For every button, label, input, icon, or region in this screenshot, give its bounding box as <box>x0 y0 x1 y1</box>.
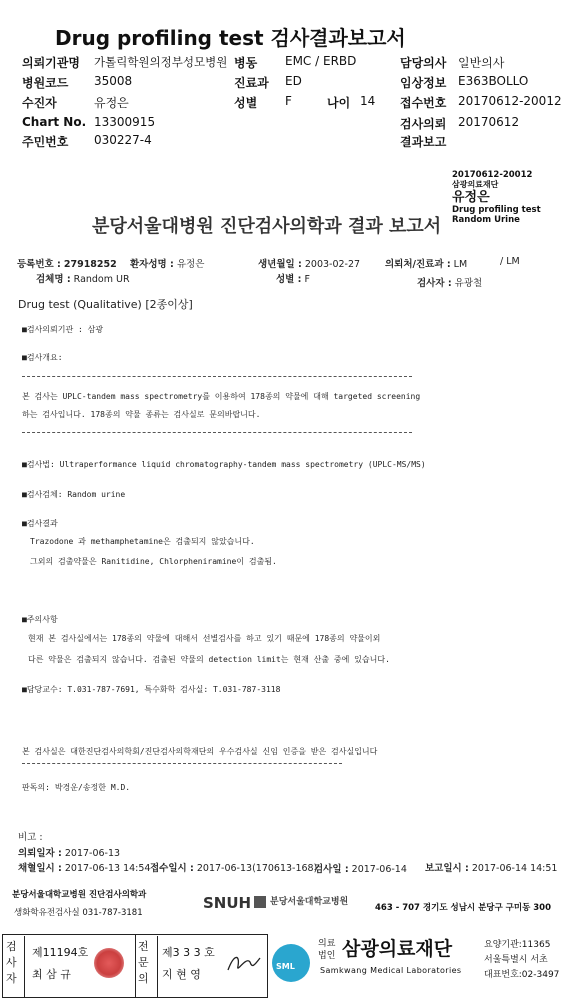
issuing-lab-phone: 생화학유전검사실 031-787-3181 <box>14 908 143 918</box>
snuh-emblem-icon <box>254 896 266 908</box>
section-specimen: ■검사검체: Random urine <box>22 490 126 499</box>
snuh-name: 분당서울대학교병원 <box>270 897 349 907</box>
brand-phone: 대표번호:02-3497 <box>484 970 560 980</box>
value-ordering-institution: 가톨릭학원의정부성모병원 <box>94 55 228 69</box>
label-examiner: 검사자 : <box>417 278 452 289</box>
sticker-test-name: Drug profiling test <box>452 205 541 215</box>
label-age: 나이 <box>327 96 351 110</box>
label-doctor: 담당의사 <box>400 56 447 70</box>
divider <box>22 763 342 764</box>
value-referring-dept-2: / LM <box>500 256 520 267</box>
brand-corp-type <box>318 938 335 962</box>
sticker-lab-name: 삼광의료재단 <box>452 180 499 189</box>
label-patient: 수진자 <box>22 96 57 110</box>
section-ordering-institution: ■검사의뢰기관 : 삼광 <box>22 325 104 334</box>
issuing-department: 분당서울대학교병원 진단검사의학과 <box>12 890 147 900</box>
label-receipt-number: 접수번호 <box>400 96 447 110</box>
value-referring-dept: LM <box>453 259 468 270</box>
brand-sub-1: 의료 <box>318 939 336 949</box>
sticker-receipt-no: 20170612-20012 <box>452 170 533 180</box>
label-registration-no: 등록번호 : <box>17 259 61 270</box>
box-divider <box>24 936 25 998</box>
certification-text: 본 검사실은 대한진단검사의학회/진단검사의학재단의 우수검사실 신임 인증을 받은 검사실입니다 <box>22 747 378 756</box>
hospital-address: 463 - 707 경기도 성남시 분당구 구미동 300 <box>375 903 552 913</box>
specimen-label-sticker <box>452 170 541 225</box>
doc-title: Drug profiling test 검사결과보고서 <box>55 26 406 50</box>
value-specimen: Random UR <box>73 274 130 285</box>
label-report-time: 보고일시 : <box>425 863 469 874</box>
label-request-date: 의뢰일자 : <box>18 848 62 859</box>
value-registration-no: 27918252 <box>63 259 117 270</box>
brand-address: 서울특별시 서초 <box>484 955 548 965</box>
caution-line-2: 다른 약물은 검출되지 않습니다. 검출된 약물의 detection limit는 현재 산출 중에 있습니다. <box>28 655 390 664</box>
label-specimen: 검체명 : <box>36 274 71 285</box>
brand-sub-2: 법인 <box>318 951 336 961</box>
label-birthdate: 생년월일 : <box>258 259 302 270</box>
label-collection-time: 채혈일시 : <box>18 863 62 874</box>
test-name: Drug test (Qualitative) [2종이상] <box>18 298 193 311</box>
brand-english: Samkwang Medical Laboratories <box>320 966 462 975</box>
value-hospital-code: 35008 <box>94 74 133 88</box>
specialist-name: 지 현 영 <box>162 968 201 981</box>
reading-physician: 판독의: 박경운/송정한 M.D. <box>22 783 131 792</box>
value-report-time: 2017-06-14 14:51 <box>471 863 558 874</box>
section-overview: ■검사개요: <box>22 353 63 362</box>
section-contact: ■담당교수: T.031-787-7691, 특수화학 검사실: T.031-787-3118 <box>22 685 281 694</box>
label-clinical-info: 임상정보 <box>400 76 447 90</box>
specialist-signature-icon <box>224 948 264 978</box>
examiner-license-no: 제11194호 <box>32 946 89 959</box>
section-method: ■검사법: Ultraperformance liquid chromatography-tandem mass spectrometry (UPLC-MS/MS) <box>22 460 426 469</box>
sml-logo-text: SML <box>276 962 295 971</box>
value-request-date: 2017-06-13 <box>64 848 121 859</box>
value-birthdate: 2003-02-27 <box>304 259 361 270</box>
section-results: ■검사결과 <box>22 519 58 528</box>
signature-divider <box>135 934 136 998</box>
value-collection-time: 2017-06-13 14:54 <box>64 863 151 874</box>
label-receipt-time: 접수일시 : <box>150 863 194 874</box>
box-divider <box>157 936 158 998</box>
label-referring-dept: 의뢰처/진료과 : <box>385 259 451 270</box>
value-patient: 유정은 <box>94 96 129 110</box>
overview-line-2: 하는 검사입니다. 178종의 약물 종류는 검사실로 문의바랍니다. <box>22 410 261 419</box>
value-sex: F <box>285 94 292 108</box>
section-caution: ■주의사항 <box>22 615 58 624</box>
value-receipt-number: 20170612-20012 <box>458 94 562 108</box>
specialist-box-label: 전문의 <box>138 940 149 985</box>
label-chart-no: Chart No. <box>22 115 87 129</box>
sticker-specimen: Random Urine <box>452 215 520 225</box>
value-department: ED <box>285 74 302 88</box>
report-title: 분당서울대병원 진단검사의학과 결과 보고서 <box>92 216 442 237</box>
results-line-2: 그외의 검출약물은 Ranitidine, Chlorpheniramine이 검출됨. <box>30 557 277 566</box>
label-result-report: 결과보고 <box>400 135 447 149</box>
value-examiner: 유광철 <box>454 278 483 289</box>
value-clinical-info: E363BOLLO <box>458 74 529 88</box>
value-ward: EMC / ERBD <box>285 54 357 68</box>
divider <box>22 376 412 377</box>
value-patient-name: 유정은 <box>176 259 205 270</box>
brand-name: 삼광의료재단 <box>342 938 453 960</box>
remark-label: 비고 : <box>18 832 43 843</box>
value-resident-no: 030227-4 <box>94 133 152 147</box>
value-receipt-time: 2017-06-13(170613-168) <box>196 863 318 874</box>
label-hospital-code: 병원코드 <box>22 76 69 90</box>
examiner-box-label: 검사자 <box>6 940 17 985</box>
sticker-patient-name: 유정은 <box>452 190 490 205</box>
agency-number: 요양기관:11365 <box>484 940 551 950</box>
value-report-sex: F <box>304 274 310 285</box>
label-test-date: 검사일 : <box>314 864 349 875</box>
label-test-request: 검사의뢰 <box>400 117 447 131</box>
value-doctor: 일반의사 <box>458 56 505 70</box>
results-line-1: Trazodone 과 methamphetamine은 검출되지 않았습니다. <box>30 537 255 546</box>
label-sex: 성별 <box>234 96 258 110</box>
value-chart-no: 13300915 <box>94 115 156 129</box>
brand-contact <box>484 938 559 983</box>
label-ward: 병동 <box>234 56 258 70</box>
label-resident-no: 주민번호 <box>22 135 69 149</box>
label-ordering-institution: 의뢰기관명 <box>22 56 80 70</box>
value-age: 14 <box>360 94 376 108</box>
divider <box>22 432 412 433</box>
overview-line-1: 본 검사는 UPLC-tandem mass spectrometry를 이용하여 178종의 약물에 대해 targeted screening <box>22 392 421 401</box>
examiner-name: 최 삼 규 <box>32 968 71 981</box>
value-test-request: 20170612 <box>458 115 520 129</box>
caution-line-1: 현재 본 검사실에서는 178종의 약물에 대해서 선별검사를 하고 있기 때문에 178종의 약물이외 <box>28 634 381 643</box>
label-patient-name: 환자성명 : <box>130 259 174 270</box>
value-test-date: 2017-06-14 <box>351 864 407 875</box>
label-department: 진료과 <box>234 76 269 90</box>
label-report-sex: 성별 : <box>276 274 302 285</box>
examiner-seal-icon <box>94 948 124 978</box>
snuh-logo: SNUH <box>203 894 252 912</box>
specialist-license-no: 제3 3 3 호 <box>162 946 215 959</box>
